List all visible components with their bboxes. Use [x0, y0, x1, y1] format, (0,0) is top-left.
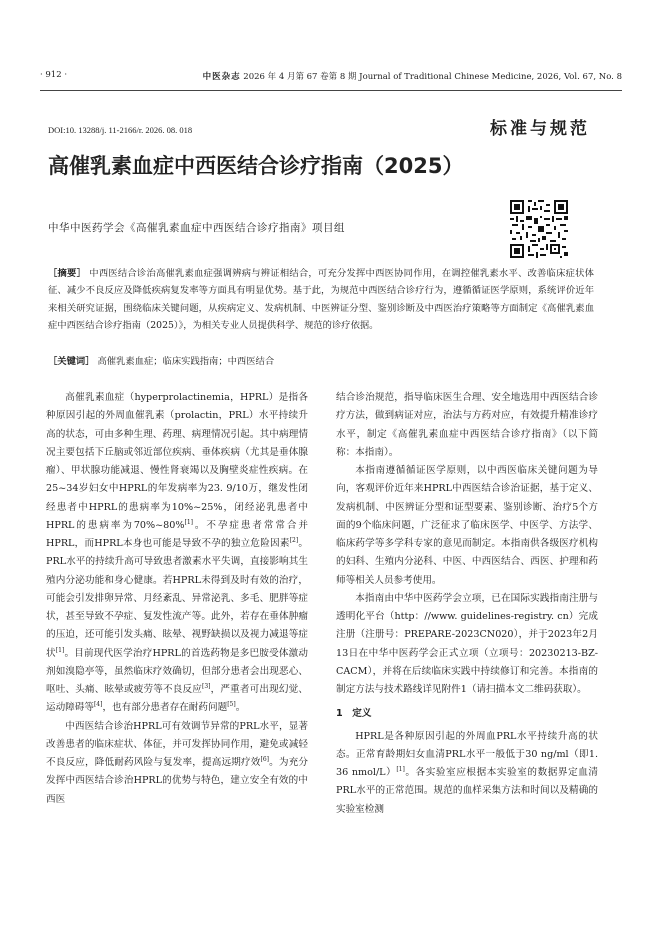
citation[interactable]: [1] — [55, 646, 65, 654]
body-text: 中西医结合诊治HPRL可有效调节异常的PRL水平，显著改善患者的临床症状、体征，并可发挥协同作用，避免或减轻不良反应，降低耐药风险与复发率，提高远期疗效 — [46, 720, 308, 768]
body-column-right — [336, 389, 598, 819]
body-text: 高催乳素血症（hyperprolactinemia，HPRL）是指各种原因引起的外周血催乳素（prolactin，PRL）水平持续升高的状态，可由多种生理、药理、病理情况引起。其中病理情况主要包括下丘脑或邻近部位疾病、垂体疾病（尤其是垂体腺瘤）、甲状腺功能减退、慢性肾衰竭以及胸壁炎症性疾病。在25~34岁妇女中HPRL的年发病率为23. 9/10万，继发性闭经患者中HPRL的患病率为10%~25%，闭经泌乳患者中HPRL的患病率为70%~80% — [46, 392, 308, 531]
keywords — [48, 353, 594, 370]
running-header — [40, 70, 622, 86]
body-paragraph: 本指南由中华中医药学会立项，已在国际实践指南注册与透明化平台（http：//www. guidelines-registry. cn）完成注册（注册号：PREPARE-2023CN020），并于2023年2月13日在中华中医药学会正式立项（立项号：20230213-BZ-CACM），并将在后续临床实践中持续修订和完善。本指南的制定方法与技术路线详见附件1（请扫描本文二维码获取）。 — [336, 592, 598, 695]
keywords-label: ［关键词］ — [48, 356, 95, 367]
body-column-left — [46, 389, 308, 809]
citation[interactable]: [4] — [93, 701, 103, 709]
body-text: 。为充分发挥中西医结合诊治HPRL的优势与特色，建立安全有效的中西医 — [46, 757, 308, 805]
citation[interactable]: [1] — [184, 518, 194, 526]
keywords-text: 高催乳素血症；临床实践指南；中西医结合 — [97, 356, 275, 367]
article-title: 高催乳素血症中西医结合诊疗指南（2025） — [48, 154, 464, 178]
body-text: 。目前现代医学治疗HPRL的首选药物是多巴胺受体激动剂如溴隐亭等，虽然临床疗效确切，但部分患者会出现恶心、呕吐、头痛、眩晕或疲劳等不良反应 — [46, 647, 308, 695]
doi: DOI:10. 13288/j. 11-2166/r. 2026. 08. 018 — [48, 125, 193, 135]
body-text: 。不孕症患者常常合并HPRL，而HPRL本身也可能是导致不孕的独立危险因素 — [46, 519, 309, 549]
abstract-label: ［摘要］ — [48, 268, 87, 279]
section-category: 标准与规范 — [490, 119, 590, 139]
body-text: HPRL是各种原因引起的外周血PRL水平持续升高的状态。正常育龄期妇女血清PRL水平一般低于30 ng/ml（即1. 36 nmol/L） — [336, 730, 598, 778]
journal-citation — [203, 70, 622, 82]
qr-code[interactable] — [510, 200, 568, 258]
body-paragraph — [46, 389, 308, 718]
body-text: 。各实验室应根据本实验室的数据界定血清PRL水平的正常范围。规范的血样采集方法和时间以及精确的实验室检测 — [336, 767, 599, 815]
citation[interactable]: [6] — [260, 755, 269, 763]
body-text: 。PRL水平的持续升高可导致患者激素水平失调，直接影响其生殖内分泌功能和身心健康。若HPRL未得到及时有效的治疗，可能会引发排卵异常、月经紊乱、异常泌乳、多毛、肥胖等症状，甚至导致不孕症、复发性流产等。此外，若存在垂体肿瘤的压迫，还可能引发头痛、眩晕、视野缺损以及视力减退等症状 — [46, 538, 308, 659]
abstract-text: 中西医结合诊治高催乳素血症强调辨病与辨证相结合，可充分发挥中西医协同作用，在调控催乳素水平、改善临床症状体征、减少不良反应及降低疾病复发率等方面具有明显优势。基于此，为规范中西医结合诊疗行为，遵循循证医学原则，系统评价近年来相关研究证据，围绕临床关键问题，从疾病定义、发病机制、中医辨证分型、鉴别诊断及中西医治疗策略等方面制定《高催乳素血症中西医结合诊疗指南（2025）》，为相关专业人员提供科学、规范的诊疗依据。 — [48, 268, 594, 332]
body-text: 。 — [235, 702, 246, 714]
abstract — [48, 265, 594, 335]
section-heading-definition: 1 定义 — [336, 708, 372, 720]
body-text: ，也有部分患者存在耐药问题 — [102, 702, 228, 714]
citation[interactable]: [1] — [396, 765, 405, 773]
journal-name: 中医杂志 — [202, 72, 241, 82]
page-number: · 912 · — [40, 70, 68, 80]
citation[interactable]: [5] — [227, 701, 236, 709]
body-paragraph — [336, 728, 598, 819]
body-paragraph: 结合诊治规范，指导临床医生合理、安全地选用中西医结合诊疗方法，做到病证对应，治法与方药对应，有效提升精准诊疗水平，制定《高催乳素血症中西医结合诊疗指南》（以下简称：本指南）。 — [336, 392, 598, 458]
journal-issue-info: 2026 年 4 月第 67 卷第 8 期 Journal of Traditional Chinese Medicine, 2026, Vol. 67, No. 8 — [243, 72, 622, 82]
citation[interactable]: [3] — [202, 682, 211, 690]
body-paragraph: 本指南遵循循证医学原则，以中西医临床关键问题为导向，客观评价近年来HPRL中西医结合诊治证据，基于定义、发病机制、中医辨证分型和证型要素、鉴别诊断、治疗5个方面的9个临床问题，广泛征求了临床医学、中医学、方法学、临床药学等多学科专家的意见而制定。本指南供各级医疗机构的妇科、生殖内分泌科、中医、中西医结合、西医、护理和药师等相关人员参考使用。 — [336, 465, 598, 586]
author-group: 中华中医药学会《高催乳素血症中西医结合诊疗指南》项目组 — [48, 222, 345, 234]
body-paragraph — [46, 718, 308, 809]
body-text: ，严重者可出现幻觉、运动障碍等 — [46, 684, 308, 714]
citation[interactable]: [2] — [289, 536, 299, 544]
header-rule — [40, 90, 622, 91]
